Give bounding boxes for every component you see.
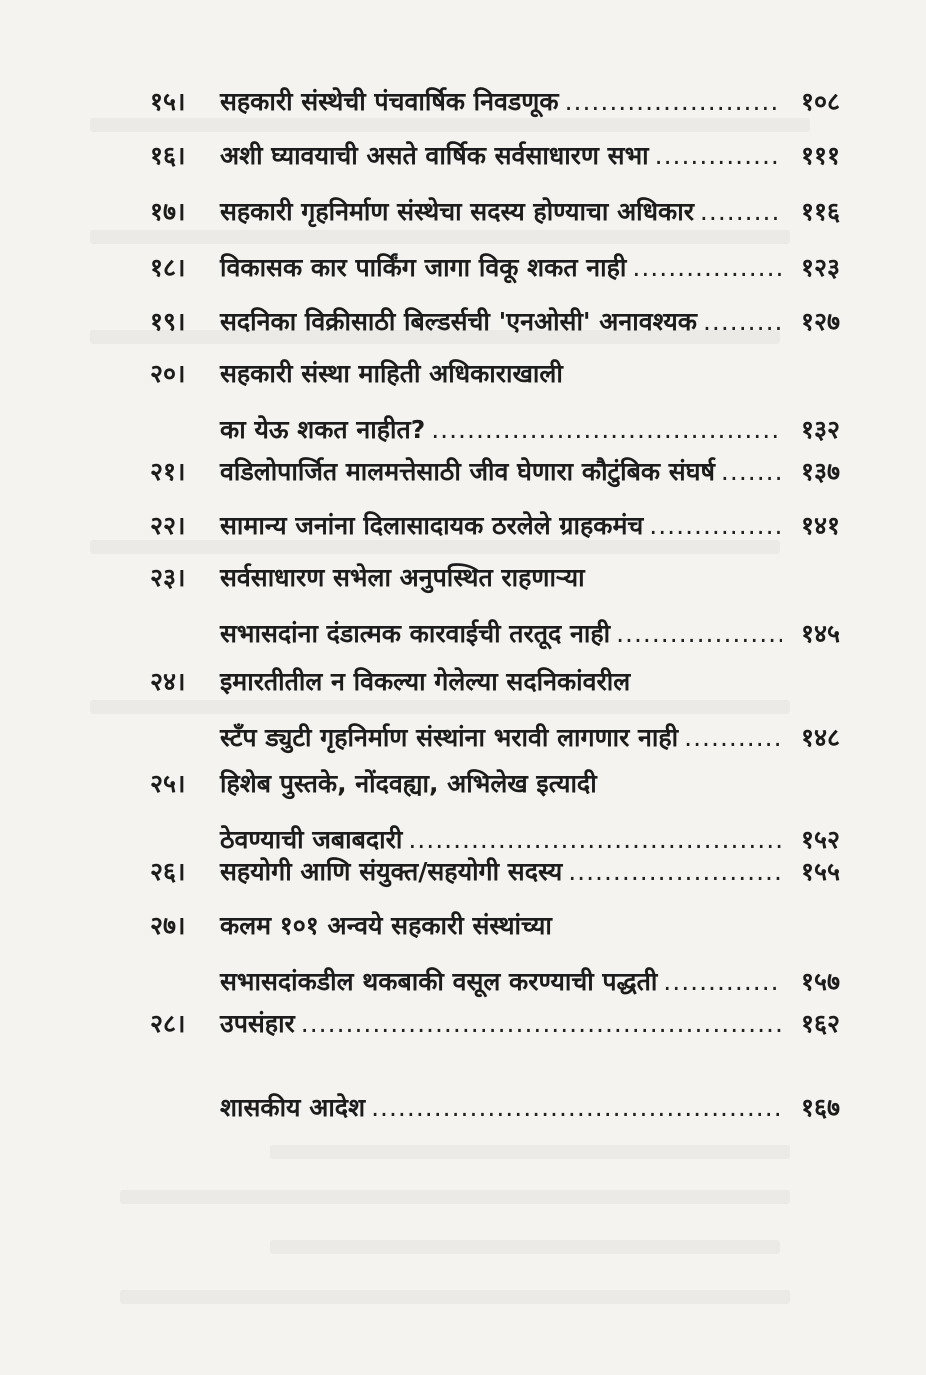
entry-number: २५। [150, 769, 186, 798]
page-number: १६७ [800, 1093, 840, 1122]
leader-dots [721, 444, 782, 500]
toc-entry[interactable] [150, 74, 840, 130]
leader-dots [301, 996, 782, 1052]
leader-dots [371, 1080, 782, 1136]
toc-entry[interactable] [150, 444, 840, 500]
entry-title-continued: का येऊ शकत नाहीत? [220, 415, 426, 444]
page-number: १०८ [800, 87, 840, 116]
toc-entry[interactable] [150, 844, 840, 900]
entry-title: सहकारी गृहनिर्माण संस्थेचा सदस्य होण्याचा अधिकार [220, 197, 694, 226]
page-number: १५५ [800, 857, 840, 886]
toc-entry[interactable] [150, 184, 840, 240]
entry-title-continued: सभासदांकडील थकबाकी वसूल करण्याची पद्धती [220, 967, 658, 996]
entry-title: सहकारी संस्थेची पंचवार्षिक निवडणूक [220, 87, 559, 116]
toc-entry[interactable] [150, 294, 840, 350]
entry-title: सहकारी संस्था माहिती अधिकाराखाली [220, 359, 563, 388]
entry-number: २४। [150, 667, 186, 696]
toc-entry[interactable] [150, 654, 840, 766]
leader-dots [632, 240, 782, 296]
entry-number: २०। [150, 359, 186, 388]
entry-title: अशी घ्यावयाची असते वार्षिक सर्वसाधारण सभा [220, 141, 649, 170]
page-number: १४५ [800, 619, 840, 648]
toc-entry[interactable] [150, 240, 840, 296]
toc-entry[interactable] [150, 898, 840, 1010]
entry-title-continued: स्टँप ड्युटी गृहनिर्माण संस्थांना भरावी लागणार नाही [220, 723, 679, 752]
entry-number: १९। [150, 307, 186, 336]
toc-entry[interactable] [150, 346, 840, 458]
entry-title: विकासक कार पार्किंग जागा विकू शकत नाही [220, 253, 627, 282]
entry-number: २७। [150, 911, 186, 940]
toc-entry[interactable] [150, 996, 840, 1052]
page-number: १३७ [800, 457, 840, 486]
entry-title: वडिलोपार्जित मालमत्तेसाठी जीव घेणारा कौटुंबिक संघर्ष [220, 457, 715, 486]
page-number: १४८ [800, 723, 840, 752]
entry-number: २३। [150, 563, 186, 592]
leader-dots [649, 498, 782, 554]
entry-number: २१। [150, 457, 186, 486]
page-number: १२७ [800, 307, 840, 336]
leader-dots [565, 74, 782, 130]
entry-title: शासकीय आदेश [220, 1093, 366, 1122]
entry-title-continued: सभासदांना दंडात्मक कारवाईची तरतूद नाही [220, 619, 611, 648]
entry-number: १८। [150, 253, 186, 282]
entry-number: २२। [150, 511, 186, 540]
entry-title: सामान्य जनांना दिलासादायक ठरलेले ग्राहकमंच [220, 511, 644, 540]
page-number: १४१ [800, 511, 840, 540]
entry-number: २६। [150, 857, 186, 886]
entry-title: सहयोगी आणि संयुक्त/सहयोगी सदस्य [220, 857, 563, 886]
entry-title: सर्वसाधारण सभेला अनुपस्थित राहणाऱ्या [220, 563, 585, 592]
entry-title-continued: ठेवण्याची जबाबदारी [220, 825, 403, 854]
toc-entry[interactable] [150, 550, 840, 662]
page-number: १३२ [800, 415, 840, 444]
leader-dots [703, 294, 782, 350]
entry-number: १५। [150, 87, 186, 116]
entry-title: हिशेब पुस्तके, नोंदवह्या, अभिलेख इत्यादी [220, 769, 597, 798]
leader-dots [568, 844, 782, 900]
toc-entry[interactable] [150, 128, 840, 184]
page-number: १५७ [800, 967, 840, 996]
leader-dots [655, 128, 782, 184]
entry-title: उपसंहार [220, 1009, 295, 1038]
entry-number: २८। [150, 1009, 186, 1038]
page-number: १६२ [800, 1009, 840, 1038]
toc-entry[interactable] [150, 1080, 840, 1136]
entry-title: इमारतीतील न विकल्या गेलेल्या सदनिकांवरील [220, 667, 631, 696]
page-number: १५२ [800, 825, 840, 854]
entry-number: १७। [150, 197, 186, 226]
page-number: ११६ [800, 197, 840, 226]
page-number: १११ [800, 141, 840, 170]
page-number: १२३ [800, 253, 840, 282]
toc-entry[interactable] [150, 498, 840, 554]
leader-dots [700, 184, 782, 240]
entry-title: सदनिका विक्रीसाठी बिल्डर्सची 'एनओसी' अनावश्यक [220, 307, 697, 336]
entry-title: कलम १०१ अन्वये सहकारी संस्थांच्या [220, 911, 552, 940]
entry-number: १६। [150, 141, 186, 170]
